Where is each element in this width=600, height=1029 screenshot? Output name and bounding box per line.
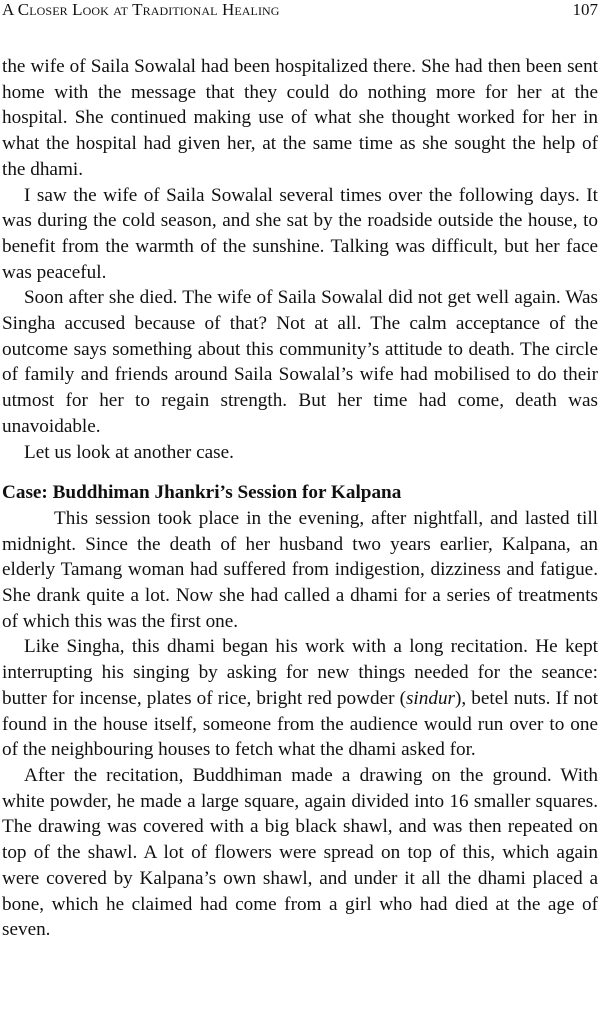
paragraph: Let us look at another case. <box>24 441 234 463</box>
case-heading: Case: Buddhiman Jhankri’s Session for Kalpana <box>2 482 402 504</box>
running-head-title: A Closer Look at Traditional Healing <box>2 0 280 19</box>
running-head <box>2 0 598 22</box>
paragraph: the wife of Saila Sowalal had been hospitalized there. She had then been sent home with the message that they could do nothing more for her at the hospital. She continued making use of what she thought worked for her in what the hospital had given her, at the same time as she sought the help of the dhami. <box>2 56 598 180</box>
page-number: 107 <box>572 0 598 19</box>
paragraph-text: ), betel nuts. If not found in the house itself, someone from the audience would run over to one of the neighbouring houses to fetch what the dhami asked for. <box>2 687 598 761</box>
paragraph <box>2 634 598 763</box>
italic-term: sindur <box>405 687 456 709</box>
paragraph: I saw the wife of Saila Sowalal several times over the following days. It was during the cold season, and she sat by the roadside outside the house, to benefit from the warmth of the sunshine. Talking was difficult, but her face was peaceful. <box>2 184 598 283</box>
paragraph: Soon after she died. The wife of Saila Sowalal did not get well again. Was Singha accused because of that? Not at all. The calm acceptance of the outcome says something about this community’s attitude to death. The circle of family and friends around Saila Sowalal’s wife had mobilised to do their utmost for her to regain strength. But her time had come, death was unavoidable. <box>2 287 598 437</box>
paragraph: This session took place in the evening, after nightfall, and lasted till midnight. Since the death of her husband two years earlier, Kalpana, an elderly Tamang woman had suffered from indigestion, dizziness and fatigue. She drank quite a lot. Now she had called a dhami for a series of treatments of which this was the first one. <box>2 507 598 632</box>
body-text <box>2 54 598 943</box>
paragraph: After the recitation, Buddhiman made a drawing on the ground. With white powder, he made a large square, again divided into 16 smaller squares. The drawing was covered with a big black shawl, and was then repeated on top of the shawl. A lot of flowers were spread on top of this, which again were covered by Kalpana’s own shawl, and under it all the dhami placed a bone, which he claimed had come from a girl who had died at the age of seven. <box>2 764 598 941</box>
paragraph-text: Like Singha, this dhami began his work with a long recitation. He kept interrupting his singing by asking for new things needed for the seance: butter for incense, plates of rice, bright red powder ( <box>2 636 598 709</box>
